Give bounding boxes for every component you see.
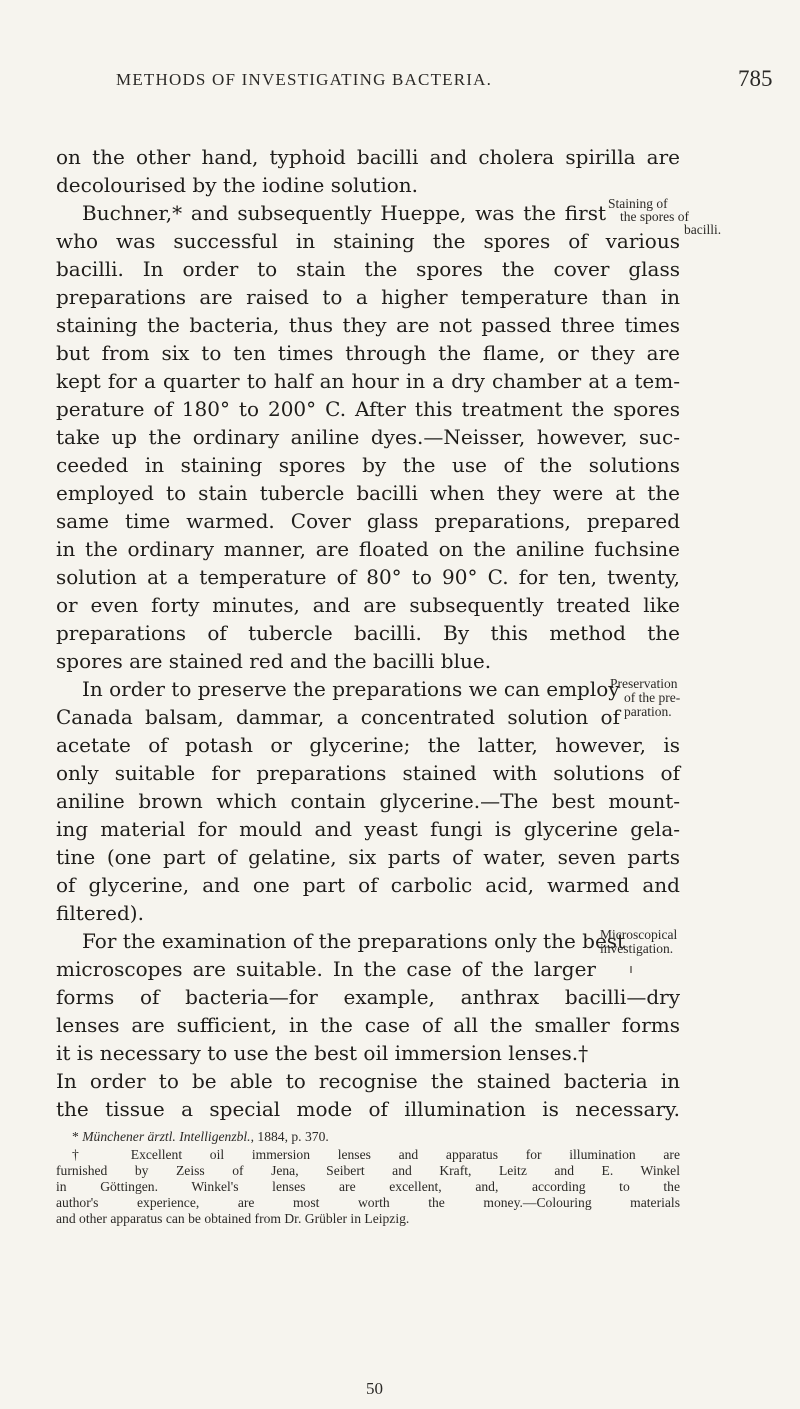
body-line: forms of bacteria—for example, anthrax bacilli—dry xyxy=(56,985,680,1009)
margin-note-line: of the pre- xyxy=(624,690,681,705)
margin-note-line: Microscopical xyxy=(600,927,678,942)
footnote-marker: * xyxy=(72,1129,83,1144)
body-line: decolourised by the iodine solution. xyxy=(56,173,418,197)
body-line: acetate of potash or glycerine; the latter, however, is xyxy=(56,733,680,757)
body-line: in the ordinary manner, are floated on the aniline fuchsine xyxy=(56,537,680,561)
body-line: preparations of tubercle bacilli. By this method the xyxy=(56,621,680,645)
margin-note-line: investigation. xyxy=(600,941,674,956)
margin-note-line: paration. xyxy=(624,704,672,719)
signature-mark: 50 xyxy=(366,1379,383,1398)
running-head: METHODS OF INVESTIGATING BACTERIA. xyxy=(116,70,493,89)
body-line: solution at a temperature of 80° to 90° C. for ten, twenty, xyxy=(56,565,680,589)
body-line: employed to stain tubercle bacilli when they were at the xyxy=(56,481,680,505)
footnote-line: author's experience, are most worth the money.—Colouring materials xyxy=(56,1195,680,1210)
body-line: In order to preserve the preparations we can employ xyxy=(82,677,620,701)
body-line: same time warmed. Cover glass preparations, prepared xyxy=(56,509,680,533)
body-line: only suitable for preparations stained with solutions of xyxy=(56,761,680,785)
footnote-line: † Excellent oil immersion lenses and apparatus for illumination are xyxy=(72,1147,680,1162)
body-line: of glycerine, and one part of carbolic acid, warmed and xyxy=(56,873,680,897)
margin-note-line: Preservation xyxy=(610,676,678,691)
body-line: filtered). xyxy=(56,901,144,925)
body-line: Canada balsam, dammar, a concentrated solution of xyxy=(56,705,620,729)
footnote-line: furnished by Zeiss of Jena, Seibert and Kraft, Leitz and E. Winkel xyxy=(56,1163,680,1178)
page-number: 785 xyxy=(738,66,773,91)
body-line: the tissue a special mode of illumination is necessary. xyxy=(56,1097,680,1121)
body-line: Buchner,* and subsequently Hueppe, was the first xyxy=(82,201,606,225)
body-line: perature of 180° to 200° C. After this treatment the spores xyxy=(56,397,680,421)
footnote-line: in Göttingen. Winkel's lenses are excellent, and, according to the xyxy=(56,1179,680,1194)
footnote-buchner xyxy=(72,1129,696,1145)
body-line: preparations are raised to a higher temperature than in xyxy=(56,285,680,309)
body-line: staining the bacteria, thus they are not passed three times xyxy=(56,313,680,337)
body-line: For the examination of the preparations only the best xyxy=(82,929,626,953)
body-line: In order to be able to recognise the stained bacteria in xyxy=(56,1069,680,1093)
body-line: ing material for mould and yeast fungi is glycerine gela- xyxy=(56,817,680,841)
body-line: it is necessary to use the best oil immersion lenses.† xyxy=(56,1041,589,1065)
body-line: kept for a quarter to half an hour in a dry chamber at a tem- xyxy=(56,369,680,393)
body-line: bacilli. In order to stain the spores the cover glass xyxy=(56,257,680,281)
body-line: or even forty minutes, and are subsequently treated like xyxy=(56,593,680,617)
margin-note-line: the spores of xyxy=(620,209,689,224)
body-line: ceeded in staining spores by the use of the solutions xyxy=(56,453,680,477)
body-line: who was successful in staining the spores of various xyxy=(56,229,680,253)
margin-note-line: Staining of xyxy=(608,196,668,211)
ink-speck xyxy=(630,966,632,973)
body-line: aniline brown which contain glycerine.—The best mount- xyxy=(56,789,680,813)
body-line: lenses are sufficient, in the case of all the smaller forms xyxy=(56,1013,680,1037)
body-line: microscopes are suitable. In the case of the larger xyxy=(56,957,596,981)
body-line: on the other hand, typhoid bacilli and cholera spirilla are xyxy=(56,145,680,169)
footnote-reference: , 1884, p. 370. xyxy=(250,1129,329,1144)
footnote-line: and other apparatus can be obtained from Dr. Grübler in Leipzig. xyxy=(56,1211,410,1226)
body-line: spores are stained red and the bacilli blue. xyxy=(56,649,492,673)
body-line: tine (one part of gelatine, six parts of water, seven parts xyxy=(56,845,680,869)
body-line: take up the ordinary aniline dyes.—Neisser, however, suc- xyxy=(56,425,680,449)
footnote-journal: Münchener ärztl. Intelligenzbl. xyxy=(82,1129,251,1144)
body-line: but from six to ten times through the flame, or they are xyxy=(56,341,680,365)
margin-note-line: bacilli. xyxy=(684,222,722,237)
